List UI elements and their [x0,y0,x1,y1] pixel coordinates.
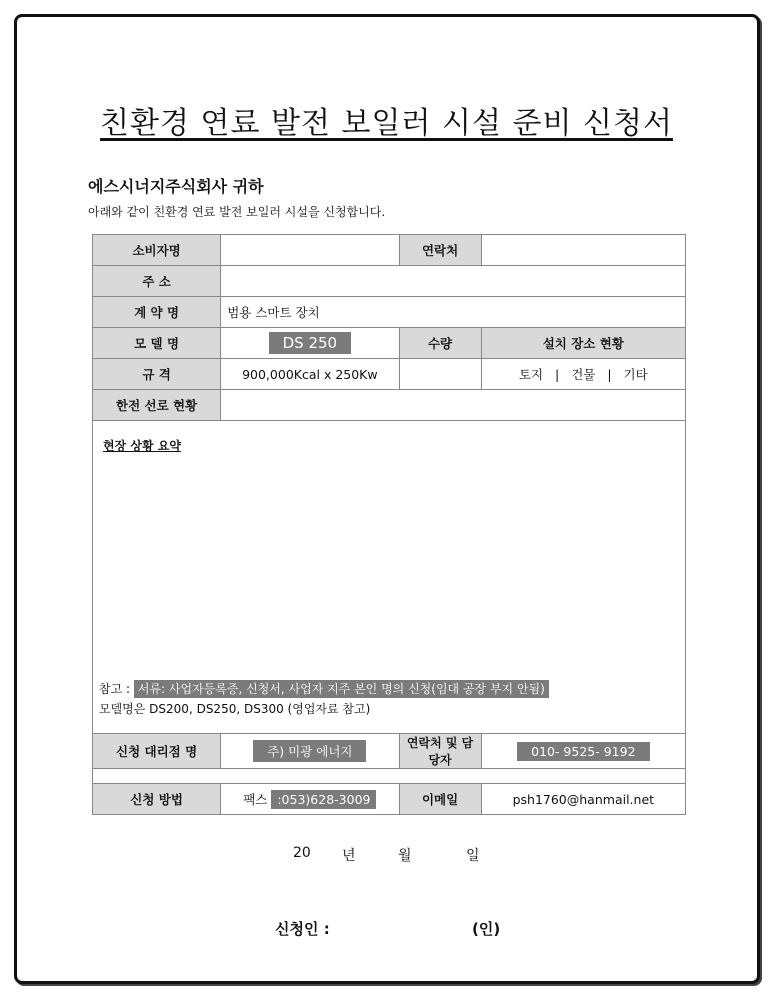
year-unit: 년 [342,848,356,864]
model-cell [221,328,399,359]
month-unit: 월 [398,848,412,864]
day-unit: 일 [466,848,480,864]
qty-field[interactable] [399,359,481,390]
contract-label: 계 약 명 [93,297,221,328]
note-line2: 모델명은 DS200, DS250, DS300 (영업자료 참고) [99,702,371,716]
applicant-label: 신청인 : [275,920,330,938]
model-field[interactable]: DS 250 [269,332,351,354]
kepco-label: 한전 선로 현황 [93,390,221,421]
address-field[interactable] [221,266,686,297]
contact-label: 연락처 [399,235,481,266]
note-highlight: 서류: 사업자등록증, 신청서, 사업자 지주 본인 명의 신청(임대 공장 부지 안됨) [134,680,549,698]
spec-label: 규 격 [93,359,221,390]
spacer-row [93,769,686,784]
fax-field[interactable]: :053)628-3009 [271,790,376,809]
contract-field[interactable]: 범용 스마트 장치 [221,297,686,328]
qty-label: 수량 [399,328,481,359]
fax-prefix: 팩스 [243,791,268,807]
consumer-label: 소비자명 [93,235,221,266]
intro-text: 아래와 같이 친환경 연료 발전 보일러 시설을 신청합니다. [88,205,386,219]
kepco-field[interactable] [221,390,686,421]
email-field[interactable]: psh1760@hanmail.net [481,784,685,815]
email-label: 이메일 [399,784,481,815]
memo-area[interactable] [93,421,686,734]
method-label: 신청 방법 [93,784,221,815]
note-prefix: 참고 : [99,682,131,696]
memo-notes [99,679,549,719]
contact-field[interactable] [481,235,685,266]
site-label: 설치 장소 현황 [481,328,685,359]
manager-label: 연락처 및 담당자 [399,734,481,769]
application-form-grid [92,234,686,815]
consumer-field[interactable] [221,235,399,266]
fax-cell [221,784,399,815]
agency-cell [221,734,399,769]
manager-field[interactable]: 010- 9525- 9192 [517,742,649,761]
agency-label: 신청 대리점 명 [93,734,221,769]
address-label: 주 소 [93,266,221,297]
agency-field[interactable]: 주) 미광 에너지 [253,740,366,762]
page-title: 친환경 연료 발전 보일러 시설 준비 신청서 [100,106,673,141]
manager-cell [481,734,685,769]
recipient: 에스시너지주식회사 귀하 [88,177,264,196]
site-options[interactable]: 토지 | 건물 | 기타 [481,359,685,390]
seal-mark[interactable]: (인) [472,920,501,938]
model-label: 모 델 명 [93,328,221,359]
memo-title: 현장 상황 요약 [103,439,181,453]
spec-field[interactable]: 900,000Kcal x 250Kw [221,359,399,390]
year-prefix: 20 [293,845,311,861]
